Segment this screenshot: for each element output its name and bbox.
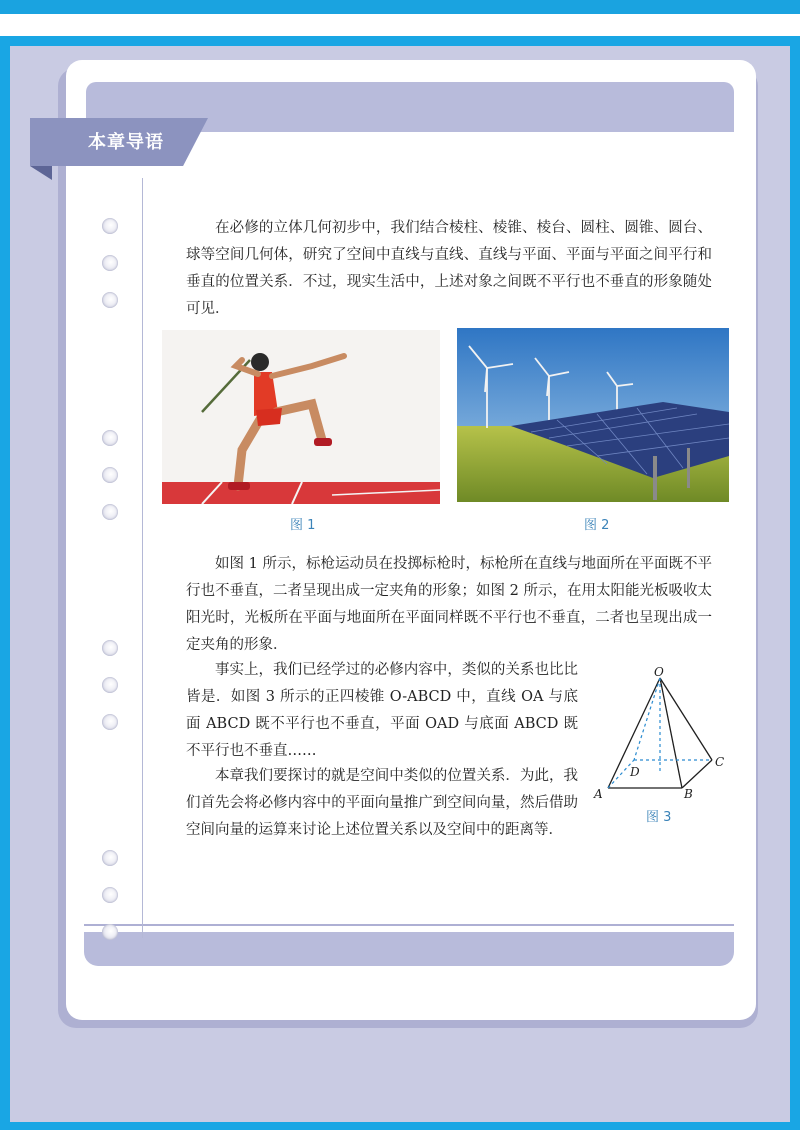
binder-hole [102, 430, 118, 446]
vertex-d-label: D [630, 765, 640, 779]
binder-hole [102, 850, 118, 866]
card-footer-band [84, 932, 734, 966]
javelin-solar-paragraph: 如图 1 所示，标枪运动员在投掷标枪时，标枪所在直线与地面所在平面既不平行也不垂直，二者呈现出成一定夹角的形象；如图 2 所示，在用太阳能光板吸收太阳光时，光板所在平面与地面所在平面同样既不平行也不垂直，二者也呈现出成一定夹角的形象． [186, 556, 712, 653]
edge-bc [682, 760, 712, 788]
binder-hole [102, 504, 118, 520]
binder-hole [102, 467, 118, 483]
vertex-a-label: A [594, 787, 603, 800]
binder-hole [102, 218, 118, 234]
binder-hole [102, 677, 118, 693]
figure-2-caption: 图 2 [584, 518, 610, 533]
binder-hole [102, 714, 118, 730]
margin-line [142, 178, 143, 938]
binder-hole [102, 640, 118, 656]
figure-3-pyramid-diagram [588, 664, 738, 800]
figure-1-javelin-photo [162, 330, 440, 504]
intro-paragraph: 在必修的立体几何初步中，我们结合棱柱、棱锥、棱台、圆柱、圆锥、圆台、球等空间几何体，研究了空间中直线与直线、直线与平面、平面与平面之间平行和垂直的位置关系．不过，现实生活中，上述对象之间既不平行也不垂直的形象随处可见． [186, 220, 712, 317]
binder-hole [102, 887, 118, 903]
notebook-card [66, 60, 756, 1020]
figure-3-caption: 图 3 [646, 810, 672, 825]
chapter-goal-paragraph: 本章我们要探讨的就是空间中类似的位置关系．为此，我们首先会将必修内容中的平面向量推广到空间向量，然后借助空间向量的运算来讨论上述位置关系以及空间中的距离等． [186, 768, 578, 838]
figure-1-caption: 图 1 [290, 518, 316, 533]
figure-2-solar-photo [457, 328, 729, 502]
footer-divider [84, 924, 734, 926]
binder-hole [102, 255, 118, 271]
binder-hole [102, 924, 118, 940]
pyramid-paragraph: 事实上，我们已经学过的必修内容中，类似的关系也比比皆是．如图 3 所示的正四棱锥 O-ABCD 中，直线 OA 与底面 ABCD 既不平行也不垂直，平面 OAD 与底面 ABCD 既不平行也不垂直…… [186, 662, 578, 759]
binder-hole [102, 292, 118, 308]
edge-od [634, 678, 660, 760]
top-border-bar [0, 0, 800, 14]
section-title: 本章导语 [88, 132, 164, 153]
vertex-b-label: B [684, 787, 693, 800]
vertex-o-label: O [654, 665, 664, 679]
vertex-c-label: C [715, 755, 725, 769]
